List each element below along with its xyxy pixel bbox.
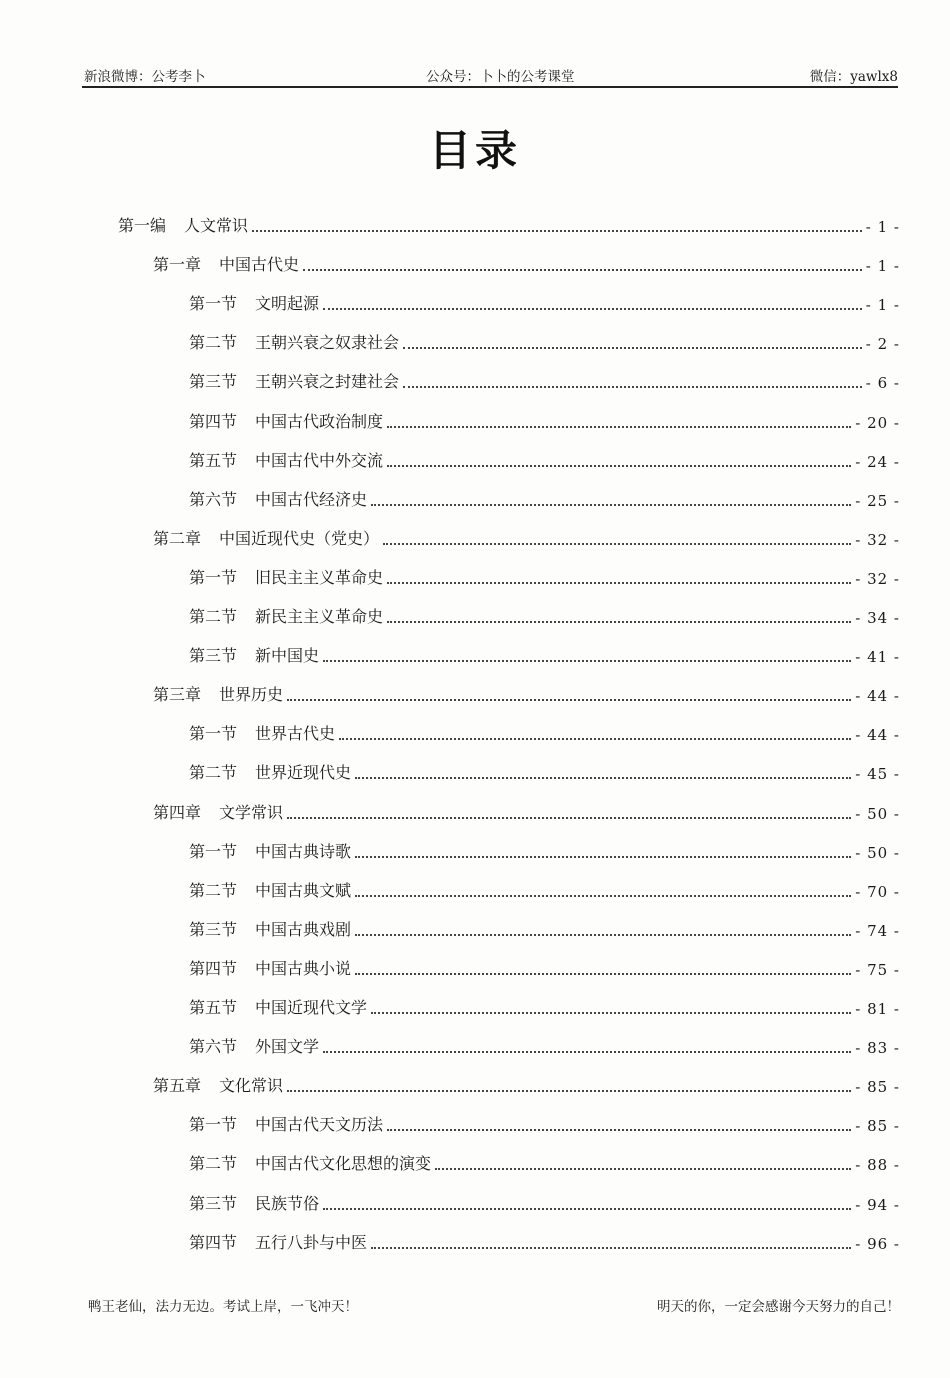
toc-dot-leader (339, 737, 851, 740)
toc-entry-page: - 81 - (855, 1000, 900, 1018)
toc-entry[interactable] (189, 718, 900, 744)
toc-dot-leader (355, 776, 851, 779)
toc-entry-number: 第一章 (153, 255, 202, 275)
toc-entry-page: - 96 - (855, 1234, 900, 1253)
toc-dot-leader (387, 425, 851, 428)
toc-entry-title: 中国近现代史（党史） (219, 528, 380, 548)
toc-entry[interactable] (189, 601, 900, 627)
toc-dot-leader (287, 698, 851, 701)
toc-entry[interactable] (189, 640, 900, 666)
toc-entry-title: 中国古代天文历法 (255, 1115, 384, 1135)
toc-dot-leader (355, 855, 851, 858)
toc-entry-page: - 44 - (855, 726, 900, 745)
toc-entry-page: - 24 - (855, 452, 900, 471)
toc-entry-page: - 85 - (855, 1078, 900, 1097)
toc-entry-number: 第一节 (189, 841, 238, 861)
toc-entry-title: 新民主主义革命史 (255, 607, 384, 626)
toc-entry-number: 第三节 (189, 372, 238, 392)
toc-entry[interactable] (153, 249, 900, 275)
toc-dot-leader (252, 229, 862, 232)
toc-entry[interactable] (189, 1148, 900, 1174)
toc-entry[interactable] (189, 914, 900, 940)
toc-entry-title: 世界历史 (219, 685, 284, 705)
toc-entry-page: - 75 - (855, 960, 900, 979)
toc-entry-page: - 32 - (855, 569, 900, 588)
toc-entry-title: 世界近现代史 (255, 763, 352, 783)
toc-entry-page: - 6 - (865, 374, 900, 393)
toc-entry-title: 王朝兴衰之奴隶社会 (255, 333, 400, 353)
toc-entry-number: 第二节 (189, 333, 238, 353)
toc-entry-page: - 74 - (855, 921, 900, 940)
toc-entry[interactable] (189, 1031, 900, 1057)
toc-entry[interactable] (153, 797, 900, 823)
toc-dot-leader (355, 972, 851, 975)
toc-entry-number: 第三节 (189, 1193, 238, 1213)
toc-entry[interactable] (153, 1070, 900, 1096)
toc-entry-number: 第五节 (189, 998, 238, 1017)
toc-dot-leader (371, 1246, 851, 1249)
toc-entry-title: 中国古代文化思想的演变 (255, 1154, 432, 1174)
toc-dot-leader (435, 1167, 851, 1170)
toc-entry-title: 文明起源 (255, 294, 320, 314)
toc-dot-leader (387, 464, 851, 467)
toc-entry-number: 第四节 (189, 1232, 238, 1252)
toc-entry-title: 人文常识 (184, 216, 249, 235)
toc-entry-page: - 85 - (855, 1117, 900, 1136)
toc-dot-leader (323, 1050, 851, 1053)
toc-dot-leader (387, 620, 851, 623)
toc-dot-leader (355, 933, 851, 936)
toc-entry-title: 外国文学 (255, 1037, 320, 1057)
toc-entry-number: 第一节 (189, 1115, 238, 1135)
header-weibo: 新浪微博：公考李卜 (84, 69, 206, 85)
toc-entry-number: 第四节 (189, 411, 238, 431)
toc-entry-number: 第二节 (189, 880, 238, 900)
toc-dot-leader (371, 503, 851, 506)
toc-entry-title: 新中国史 (255, 646, 320, 666)
toc-entry-number: 第四章 (153, 802, 202, 822)
page-title: 目录 (428, 126, 521, 175)
toc-entry-number: 第二节 (189, 607, 238, 626)
header-wechat-id: 微信：yawlx8 (809, 69, 898, 85)
footer-right-slogan: 明天的你，一定会感谢今天努力的自己！ (657, 1299, 900, 1315)
toc-entry-page: - 88 - (855, 1156, 900, 1175)
toc-entry[interactable] (189, 1188, 900, 1214)
toc-entry[interactable] (189, 484, 900, 510)
toc-entry-number: 第四节 (189, 958, 238, 978)
toc-entry-title: 中国古典诗歌 (255, 841, 352, 861)
toc-dot-leader (323, 307, 862, 310)
toc-entry[interactable] (189, 836, 900, 862)
toc-entry-title: 中国近现代文学 (255, 998, 368, 1017)
toc-dot-leader (387, 1128, 851, 1131)
toc-entry-title: 王朝兴衰之封建社会 (255, 372, 400, 392)
toc-dot-leader (403, 385, 862, 388)
toc-dot-leader (355, 894, 851, 897)
toc-entry-number: 第一节 (189, 294, 238, 314)
toc-entry-number: 第三节 (189, 919, 238, 939)
toc-entry-page: - 34 - (855, 609, 900, 627)
toc-entry-title: 中国古代史 (219, 255, 300, 275)
toc-entry-number: 第六节 (189, 1037, 238, 1057)
toc-entry-number: 第一节 (189, 567, 238, 587)
toc-entry[interactable] (189, 406, 900, 432)
toc-entry-page: - 25 - (855, 491, 900, 510)
toc-entry-title: 中国古代经济史 (255, 489, 368, 509)
toc-entry-number: 第三节 (189, 646, 238, 666)
toc-entry-number: 第二节 (189, 1154, 238, 1174)
toc-entry[interactable] (189, 366, 900, 392)
toc-entry-title: 民族节俗 (255, 1193, 320, 1213)
page-header (82, 62, 898, 88)
toc-entry[interactable] (189, 327, 900, 353)
toc-entry-page: - 41 - (855, 648, 900, 667)
toc-entry-page: - 50 - (855, 804, 900, 823)
toc-entry-number: 第五节 (189, 450, 238, 470)
toc-dot-leader (323, 1207, 851, 1210)
toc-dot-leader (287, 1089, 851, 1092)
toc-entry-page: - 45 - (855, 765, 900, 784)
toc-entry[interactable] (189, 875, 900, 901)
toc-entry-title: 文学常识 (219, 802, 284, 822)
toc-entry-page: - 1 - (865, 218, 900, 236)
toc-entry-title: 中国古典小说 (255, 958, 352, 978)
footer-left-slogan: 鸭王老仙，法力无边。考试上岸，一飞冲天！ (88, 1299, 358, 1315)
toc-entry-title: 世界古代史 (255, 724, 336, 744)
toc-entry-page: - 1 - (865, 257, 900, 276)
toc-entry-title: 中国古代中外交流 (255, 450, 384, 470)
toc-dot-leader (371, 1011, 851, 1014)
toc-dot-leader (387, 581, 851, 584)
toc-entry-page: - 2 - (865, 335, 900, 354)
toc-dot-leader (403, 346, 862, 349)
toc-dot-leader (287, 816, 851, 819)
toc-entry-number: 第二章 (153, 528, 202, 548)
toc-entry[interactable] (189, 992, 900, 1018)
toc-entry-number: 第六节 (189, 489, 238, 509)
toc-entry-number: 第一节 (189, 724, 238, 744)
toc-entry-title: 文化常识 (219, 1076, 284, 1096)
toc-entry-title: 中国古典文赋 (255, 880, 352, 900)
toc-entry-page: - 44 - (855, 687, 900, 706)
toc-entry-page: - 32 - (855, 530, 900, 549)
toc-entry[interactable] (189, 1227, 900, 1253)
toc-dot-leader (383, 542, 851, 545)
toc-entry[interactable] (153, 679, 900, 705)
toc-entry[interactable] (189, 1109, 900, 1135)
toc-dot-leader (303, 268, 862, 271)
toc-entry-number: 第一编 (118, 216, 167, 235)
toc-entry-page: - 20 - (855, 413, 900, 432)
toc-entry-title: 五行八卦与中医 (255, 1232, 368, 1252)
header-wechat-account: 公众号：卜卜的公考课堂 (426, 69, 575, 85)
toc-entry-page: - 83 - (855, 1039, 900, 1058)
toc-entry[interactable] (189, 953, 900, 979)
toc-entry-number: 第三章 (153, 685, 202, 705)
toc-entry-page: - 1 - (865, 296, 900, 315)
toc-entry-page: - 94 - (855, 1195, 900, 1214)
toc-entry-title: 中国古代政治制度 (255, 411, 384, 431)
toc-entry-number: 第五章 (153, 1076, 202, 1096)
toc-entry[interactable] (153, 523, 900, 549)
toc-entry-number: 第二节 (189, 763, 238, 783)
toc-dot-leader (323, 659, 851, 662)
toc-entry-page: - 70 - (855, 882, 900, 901)
toc-entry[interactable] (189, 757, 900, 783)
toc-entry[interactable] (189, 562, 900, 588)
toc-entry-title: 中国古典戏剧 (255, 919, 352, 939)
toc-entry-title: 旧民主主义革命史 (255, 567, 384, 587)
toc-entry-page: - 50 - (855, 843, 900, 862)
toc-entry[interactable] (189, 445, 900, 471)
toc-entry[interactable] (189, 288, 900, 314)
toc-entry[interactable] (118, 210, 900, 236)
